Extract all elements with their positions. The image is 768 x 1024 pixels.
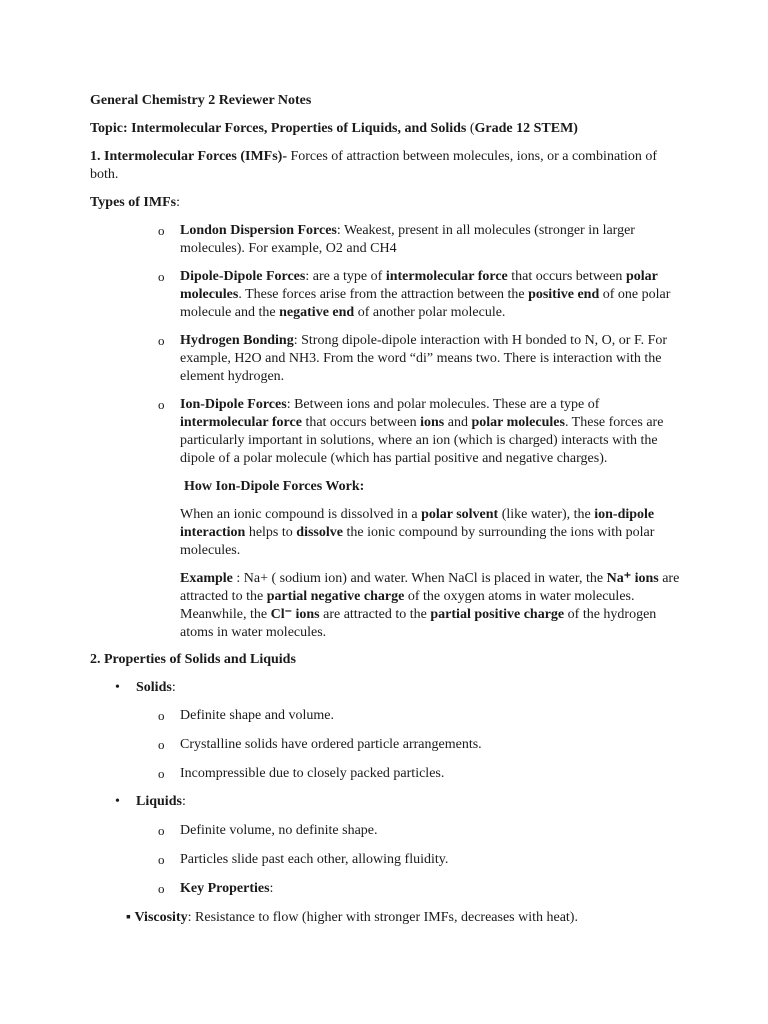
liquids-label: Liquids:: [136, 794, 186, 809]
list-item-dipole-dipole: Dipole-Dipole Forces: are a type of intermolecular force that occurs between polar molecules. These forces arise from the attraction between the positive end of one polar molecule and the negative end of another polar molecule.: [180, 269, 671, 320]
solids-item: Crystalline solids have ordered particle arrangements.: [180, 737, 482, 752]
list-marker: o: [158, 708, 165, 723]
list-marker: o: [158, 881, 165, 896]
list-marker: o: [158, 269, 165, 284]
list-item-london-dispersion: London Dispersion Forces: Weakest, present in all molecules (stronger in larger molecules). For example, O2 and CH4: [180, 223, 635, 256]
solids-item: Definite shape and volume.: [180, 708, 334, 723]
list-marker: o: [158, 852, 165, 867]
list-item-ion-dipole: Ion-Dipole Forces: Between ions and polar molecules. These are a type of intermolecular force that occurs between ions and polar molecules. These forces are particularly important in solutions, where an ion (which is charged) interacts with the dipole of a polar molecule (which has partial positive and negative charges).: [180, 397, 664, 466]
list-marker: o: [158, 223, 165, 238]
list-marker: o: [158, 333, 165, 348]
solids-item: Incompressible due to closely packed particles.: [180, 766, 445, 781]
bullet-marker: •: [115, 680, 120, 695]
solids-label: Solids:: [136, 680, 176, 695]
how-paragraph-example: Example : Na+ ( sodium ion) and water. When NaCl is placed in water, the Na⁺ ions are attracted to the partial negative charge of the oxygen atoms in water molecules. Meanwhile, the Cl⁻ ions are attracted to the partial positive charge of the hydrogen atoms in water molecules.: [180, 571, 680, 640]
document-title: General Chemistry 2 Reviewer Notes: [90, 93, 312, 108]
list-marker: o: [158, 737, 165, 752]
how-paragraph-1: When an ionic compound is dissolved in a polar solvent (like water), the ion-dipole interaction helps to dissolve the ionic compound by surrounding the ions with polar molecules.: [180, 507, 655, 558]
section-1-intro: 1. Intermolecular Forces (IMFs)- Forces of attraction between molecules, ions, or a combination of both.: [90, 149, 658, 182]
list-marker: o: [158, 823, 165, 838]
list-item-hydrogen-bonding: Hydrogen Bonding: Strong dipole-dipole interaction with H bonded to N, O, or F. For example, H2O and NH3. From the word “di” means two. There is interaction with the element hydrogen.: [180, 333, 668, 384]
topic-line: Topic: Intermolecular Forces, Properties of Liquids, and Solids (Grade 12 STEM): [90, 121, 578, 136]
liquids-item: Particles slide past each other, allowing fluidity.: [180, 852, 449, 867]
list-marker: o: [158, 766, 165, 781]
list-marker: o: [158, 397, 165, 412]
types-of-imfs-heading: Types of IMFs:: [90, 195, 180, 210]
liquids-item: Definite volume, no definite shape.: [180, 823, 378, 838]
viscosity-item: ▪ Viscosity: Resistance to flow (higher with stronger IMFs, decreases with heat).: [126, 910, 578, 925]
bullet-marker: •: [115, 794, 120, 809]
section-2-heading: 2. Properties of Solids and Liquids: [90, 652, 296, 667]
how-ion-dipole-heading: How Ion-Dipole Forces Work:: [184, 479, 365, 494]
key-properties-label: Key Properties:: [180, 881, 274, 896]
